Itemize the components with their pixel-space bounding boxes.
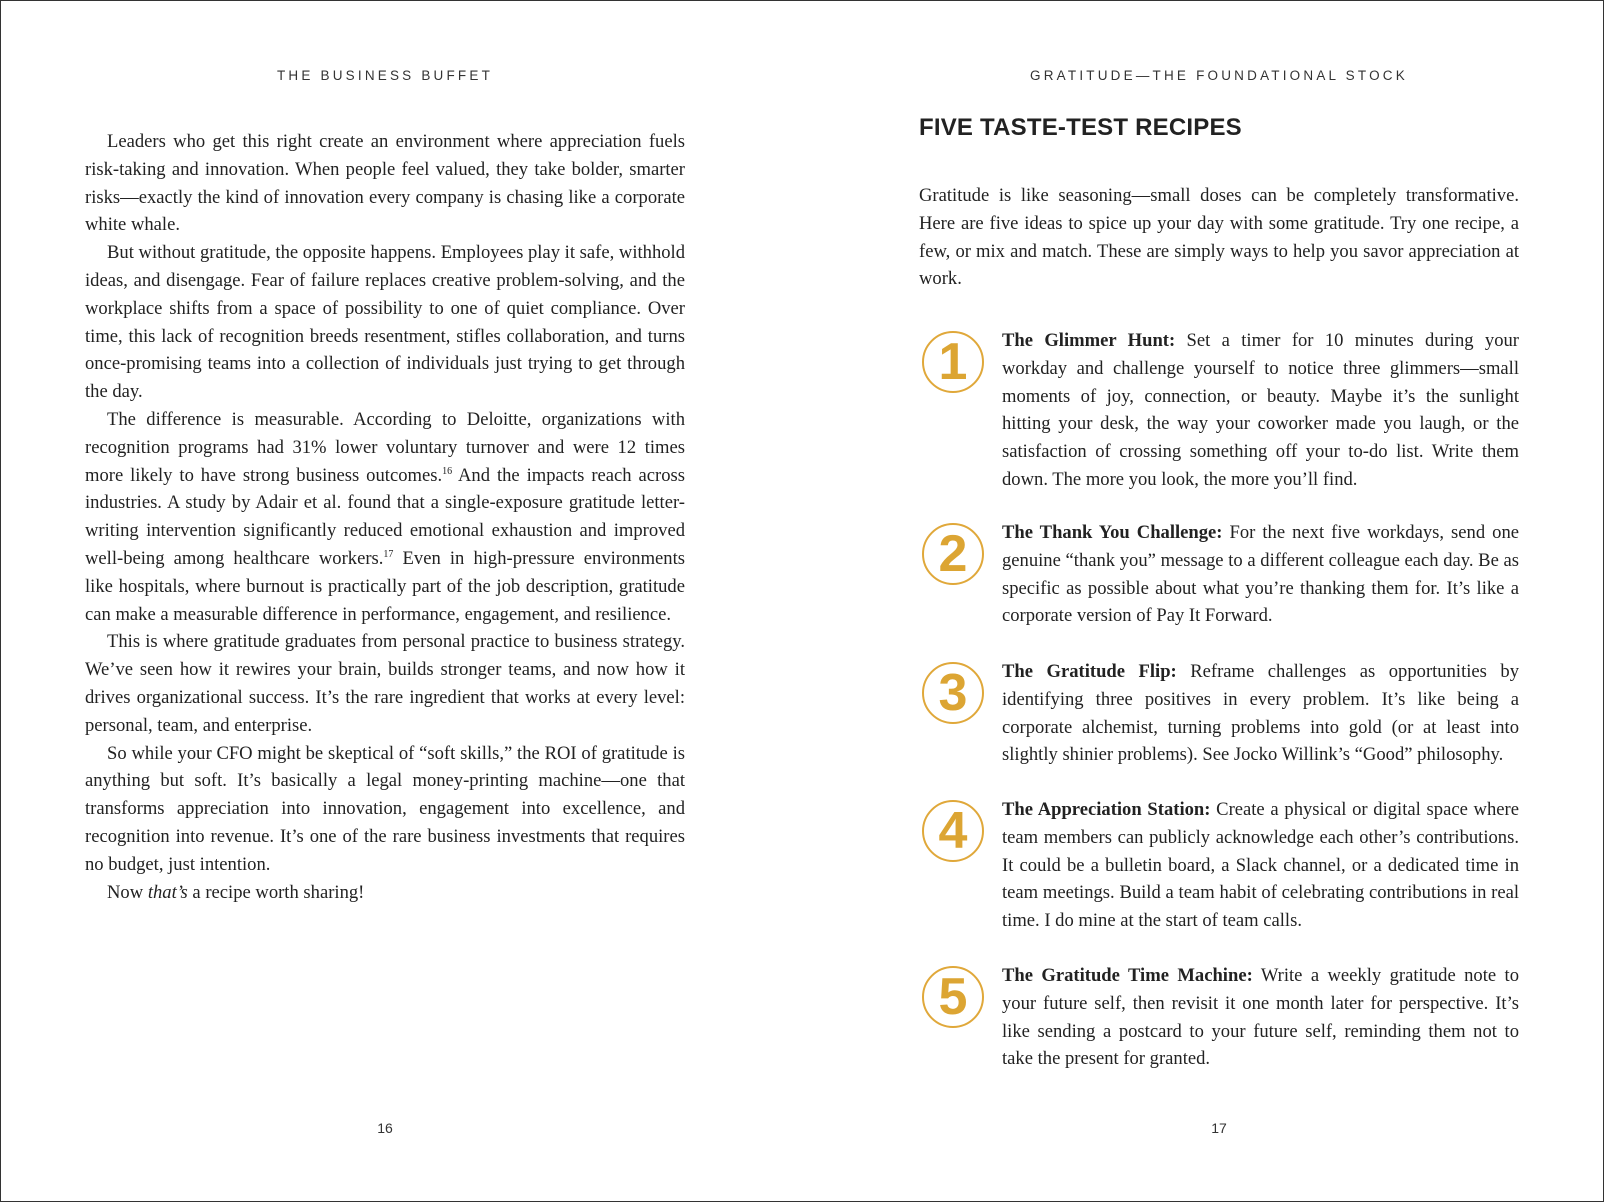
number-badge-1: 1 [922, 331, 984, 393]
intro-paragraph: Gratitude is like seasoning—small doses can be completely transformative. Here are five ideas to spice up your day with some gratitude. Try one recipe, a few, or mix and match. These are simply ways to help you savor appreciation at work. [919, 185, 1519, 290]
paragraph-1: Leaders who get this right create an environment where appreciation fuels risk-taking and innovation. When people feel valued, they take bolder, smarter risks—exactly the kind of innovation every company is chasing like a corporate white whale. [85, 131, 685, 236]
page-number-right: 17 [1211, 1120, 1227, 1136]
footnote-marker-17[interactable]: 17 [383, 548, 394, 560]
running-head-left: THE BUSINESS BUFFET [276, 68, 494, 83]
number-badge-3: 3 [922, 662, 984, 724]
body-text [85, 128, 685, 906]
number-badge-5: 5 [922, 966, 984, 1028]
recipe-title-1: The Glimmer Hunt: [1002, 330, 1176, 351]
recipe-title-3: The Gratitude Flip: [1002, 661, 1177, 682]
running-head-right: GRATITUDE—THE FOUNDATIONAL STOCK [1030, 68, 1408, 83]
paragraph-3-part-b: And the impacts reach across industries. A study by Adair et al. found that a single-exposure gratitude letter-writing intervention significantly reduced emotional exhaustion and improved well-being among healthcare workers. [85, 464, 685, 569]
recipe-body-3: Reframe challenges as opportunities by identifying three positives in every problem. It’s like being a corporate alchemist, turning problems into gold (or at least into slightly shinier problems). See Jocko Willink’s “Good” philosophy. [1002, 661, 1519, 766]
footnote-marker-16[interactable]: 16 [442, 465, 453, 477]
page-number-left: 16 [377, 1120, 393, 1136]
left-page [85, 0, 685, 1202]
paragraph-2: But without gratitude, the opposite happens. Employees play it safe, withhold ideas, and disengage. Fear of failure replaces creative problem-solving, and the workplace shifts from a space of possibility to one of quiet compliance. Over time, this lack of recognition breeds resentment, stifles collaboration, and turns once-promising teams into a collection of individuals just trying to get through the day. [85, 242, 685, 403]
recipe-title-4: The Appreciation Station: [1002, 799, 1211, 820]
recipe-title-5: The Gratitude Time Machine: [1002, 965, 1253, 986]
recipe-text-5 [1002, 962, 1519, 1073]
right-page [919, 0, 1519, 1202]
recipe-title-2: The Thank You Challenge: [1002, 522, 1223, 543]
number-badge-4: 4 [922, 800, 984, 862]
paragraph-4: This is where gratitude graduates from personal practice to business strategy. We’ve seen how it rewires your brain, builds stronger teams, and now how it drives organizational success. It’s the rare ingredient that works at every level: personal, team, and enterprise. [85, 631, 685, 736]
paragraph-3-part-c: Even in high-pressure environments like hospitals, where burnout is practically part of the job description, gratitude can make a measurable difference in performance, engagement, and resilience. [85, 547, 685, 625]
paragraph-5: So while your CFO might be skeptical of “soft skills,” the ROI of gratitude is anything but soft. It’s basically a legal money-printing machine—one that transforms appreciation into innovation, engagement into excellence, and recognition into revenue. It’s one of the rare business investments that requires no budget, just intention. [85, 742, 685, 875]
recipe-body-5: Write a weekly gratitude note to your future self, then revisit it one month later for perspective. It’s like sending a postcard to your future self, reminding them not to take the present for granted. [1002, 965, 1519, 1070]
recipe-body-4: Create a physical or digital space where team members can publicly acknowledge each other’s contributions. It could be a bulletin board, a Slack channel, or a dedicated time in team meetings. Build a team habit of celebrating contributions in real time. I do mine at the start of team calls. [1002, 799, 1519, 932]
recipe-text-3 [1002, 658, 1519, 769]
paragraph-6-part-b: a recipe worth sharing! [187, 881, 365, 903]
paragraph-3-part-a: The difference is measurable. According to Deloitte, organizations with recognition programs had 31% lower voluntary turnover and were 12 times more likely to have strong business outcomes. [85, 408, 685, 486]
paragraph-6 [85, 879, 685, 907]
paragraph-6-part-a: Now [107, 881, 148, 903]
paragraph-6-emphasis: that’s [147, 881, 188, 903]
paragraph-3 [85, 406, 685, 628]
number-badge-2: 2 [922, 523, 984, 585]
recipe-text-4 [1002, 796, 1519, 935]
recipe-body-2: For the next five workdays, send one genuine “thank you” message to a different colleague each day. Be as specific as possible about what you’re thanking them for. It’s like a corporate version of Pay It Forward. [1002, 522, 1519, 627]
recipe-text-2 [1002, 519, 1519, 630]
recipe-body-1: Set a timer for 10 minutes during your workday and challenge yourself to notice three glimmers—small moments of joy, connection, or beauty. Maybe it’s the sunlight hitting your desk, the way your coworker made you laugh, or the satisfaction of crossing something off your to-do list. Write them down. The more you look, the more you’ll find. [1002, 330, 1520, 490]
section-title: FIVE TASTE-TEST RECIPES [919, 114, 1242, 141]
recipe-text-1 [1002, 327, 1519, 494]
